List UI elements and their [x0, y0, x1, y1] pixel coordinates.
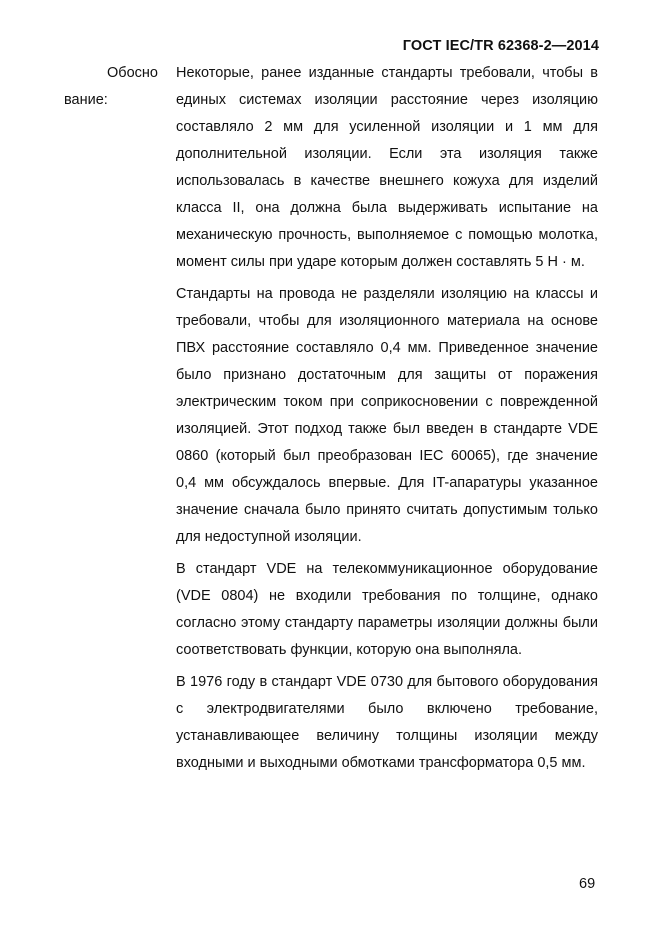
- paragraph-2: Стандарты на провода не разделяли изоляцию на классы и требовали, чтобы для изоляционного материала на основе ПВХ расстояние составляло 0,4 мм. Приведенное значение было признано достаточным для защиты от поражения электрическим током при соприкосновении с поврежденной изоляцией. Этот подход также был введен в стандарте VDE 0860 (который был преобразован IEC 60065), где значение 0,4 мм обсуждалось впервые. Для IT-апаратуры указанное значение сначала было принято считать допустимым только для недоступной изоляции.: [176, 286, 598, 545]
- side-label: [40, 60, 158, 114]
- side-label-line-1: Обосно: [107, 65, 158, 81]
- document-header: ГОСТ IEC/TR 62368-2—2014: [402, 38, 599, 54]
- side-label-line-2: вание:: [64, 92, 108, 108]
- paragraph-4: В 1976 году в стандарт VDE 0730 для бытового оборудования с электродвигателями было включено требование, устанавливающее величину толщины изоляции между входными и выходными обмотками трансформатора 0,5 мм.: [176, 674, 598, 771]
- paragraph-1: Некоторые, ранее изданные стандарты требовали, чтобы в единых системах изоляции расстояние через изоляцию составляло 2 мм для усиленной изоляции и 1 мм для дополнительной изоляции. Если эта изоляция также использовалась в качестве внешнего кожуха для изделий класса II, она должна была выдерживать испытание на механическую прочность, выполняемое с помощью молотка, момент силы при ударе которым должен составлять 5 Н · м.: [176, 65, 598, 270]
- paragraph-3: В стандарт VDE на телекоммуникационное оборудование (VDE 0804) не входили требования по толщине, однако согласно этому стандарту параметры изоляции должны были соответствовать функции, которую она выполняла.: [176, 561, 598, 658]
- body-text: [176, 60, 598, 777]
- page-number: 69: [579, 876, 596, 892]
